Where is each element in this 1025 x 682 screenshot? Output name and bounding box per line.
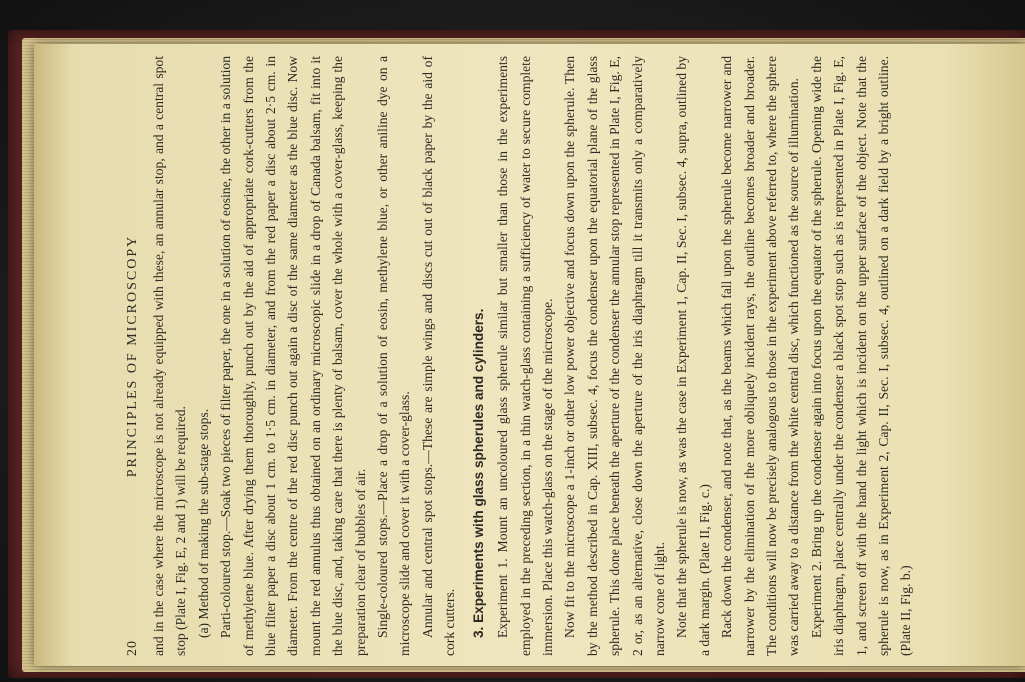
running-title: PRINCIPLES OF MICROSCOPY [125, 234, 140, 478]
paragraph: Single-coloured stops.—Place a drop of a solution of eosin, methylene blue, or other aniline dye on a microscope slide and cover it with a cover-glass. [375, 56, 413, 656]
section-heading: 3. Experiments with glass spherules and cylinders. [470, 308, 486, 638]
running-head [122, 56, 148, 656]
paragraph: and in the case where the microscope is not already equipped with these, an annular stop, and a central spot stop (Plate I, Fig. E, 2 and 1) will be required. [151, 56, 189, 656]
rotated-text-frame [122, 56, 914, 656]
book-page [34, 44, 1025, 666]
paragraph: Now fit to the microscope a 1-inch or other low power objective and focus down upon the spherule. Then by the method described in Cap. XIII, subsec. 4, focus the condenser upon the equatorial plane of the glass spherule. This done place beneath the aperture of the condenser the annular stop represented in Plate I, Fig. E, 2 or, as an alternative, close down the aperture of the iris diaphragm till it transmits only a comparatively narrow cone of light. [562, 56, 667, 656]
page-number: 20 [125, 640, 140, 656]
paragraph: Experiment 1. Mount an uncoloured glass spherule similar but smaller than those in the experiments employed in the preceding section, in a thin watch-glass containing a sufficiency of water to secure complete immersion. Place this watch-glass on the stage of the microscope. [495, 56, 555, 656]
paragraph: Experiment 2. Bring up the condenser again into focus upon the equator of the spherule. Opening wide the iris diaphragm, place centrally under the condenser a black spot stop such as is represented in Plate I, Fig. E, 1, and screen off with the hand the light which is incident on the upper surface of the object. Note that the spherule is now, as in Experiment 2, Cap. II, Sec. I, subsec. 4, outlined on a dark field by a bright outline. (Plate II, Fig. b.) [808, 56, 914, 656]
paragraph: Rack down the condenser, and note that, as the beams which fall upon the spherule become narrower and narrower by the elimination of the more obliquely incident rays, the outline becomes broader and broader. The conditions will now be precisely analogous to those in the experiment above referred to, where the sphere was carried away to a distance from the white central disc, which functioned as the source of illumination. [719, 56, 802, 656]
paragraph: Annular and central spot stops.—These are simple wings and discs cut out of black paper by the aid of cork cutters. [419, 56, 458, 656]
paragraph: Note that the spherule is now, as was the case in Experiment 1, Cap. II, Sec. I, subsec. 4, supra, outlined by a dark margin. (Plate II, Fig. c.) [674, 56, 712, 656]
paragraph: Parti-coloured stop.—Soak two pieces of filter paper, the one in a solution of eosine, the other in a solution of methylene blue. After drying them thoroughly, punch out by the aid of appropriate cork-cutters from the blue filter paper a disc about 1 cm. to 1·5 cm. in diameter, and from the red paper a disc about 2·5 cm. in diameter. From the centre of the red disc punch out again a disc of the same diameter as the blue disc. Now mount the red annulus thus obtained on an ordinary microscopic slide in a drop of Canada balsam, fit into it the blue disc, and, taking care that there is plenty of balsam, cover the whole with a cover-glass, keeping the preparation clear of bubbles of air. [218, 56, 368, 656]
paragraph: (a) Method of making the sub-stage stops. [195, 408, 211, 638]
